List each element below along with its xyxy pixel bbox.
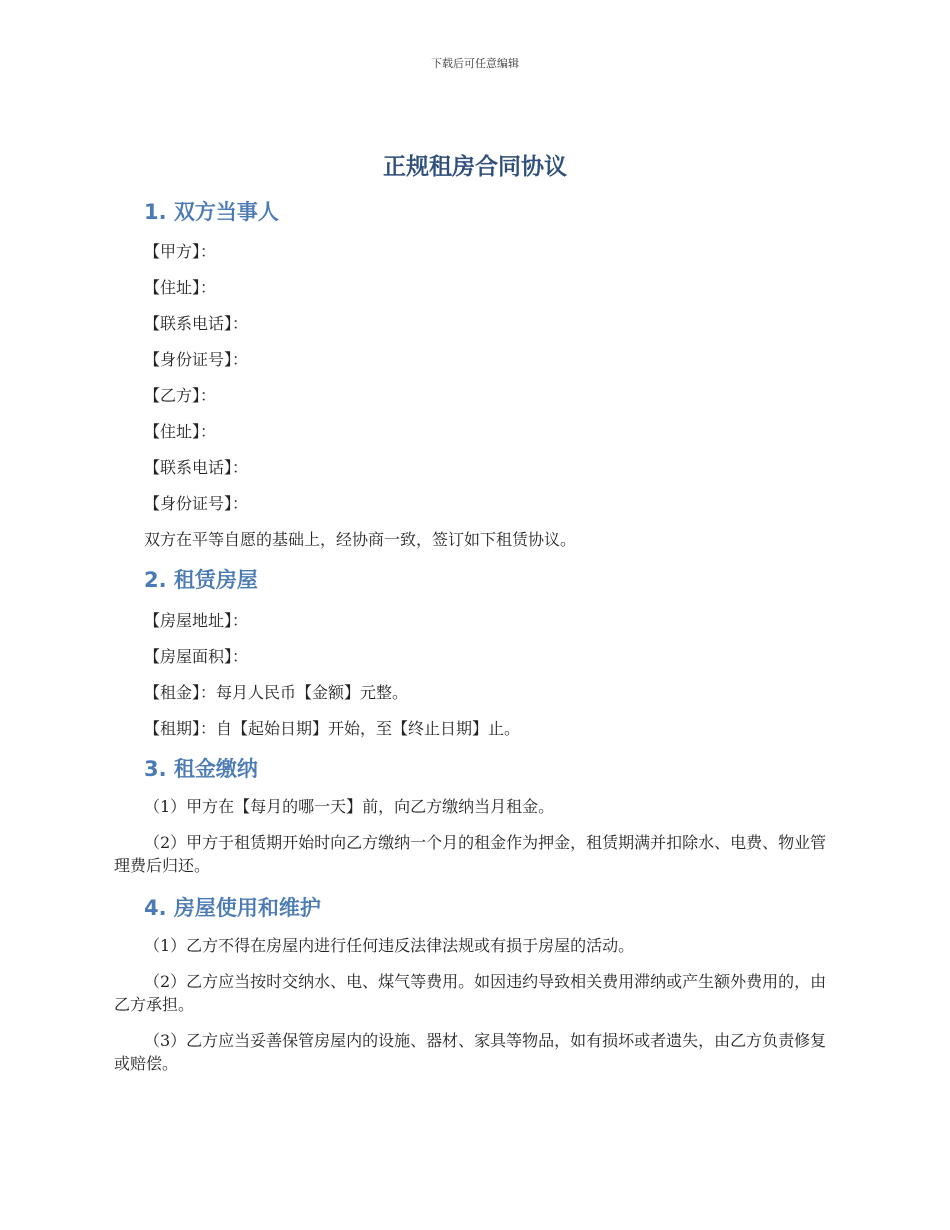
field-party-b: 【乙方】： <box>144 386 217 405</box>
clause-rent-2: （2）甲方于租赁期开始时向乙方缴纳一个月的租金作为押金，租赁期满并扣除水、电费、物业管理费后归还。 <box>114 833 827 875</box>
section-heading-property: 2. 租赁房屋 <box>144 568 258 592</box>
field-property-area: 【房屋面积】： <box>144 647 249 666</box>
field-phone-b: 【联系电话】： <box>144 458 249 477</box>
field-id-b: 【身份证号】： <box>144 494 249 513</box>
field-party-a: 【甲方】： <box>144 242 217 261</box>
section-heading-rent-payment: 3. 租金缴纳 <box>144 757 258 781</box>
field-address-a: 【住址】： <box>144 278 217 297</box>
field-lease-term: 【租期】：自【起始日期】开始，至【终止日期】止。 <box>144 719 521 738</box>
document-title: 正规租房合同协议 <box>383 154 567 180</box>
field-address-b: 【住址】： <box>144 422 217 441</box>
field-phone-a: 【联系电话】： <box>144 314 249 333</box>
section-heading-parties: 1. 双方当事人 <box>144 200 279 224</box>
header-note: 下载后可任意编辑 <box>431 57 519 70</box>
field-id-a: 【身份证号】： <box>144 350 249 369</box>
clause-rent-1: （1）甲方在【每月的哪一天】前，向乙方缴纳当月租金。 <box>144 797 555 816</box>
agreement-statement: 双方在平等自愿的基础上，经协商一致，签订如下租赁协议。 <box>144 530 577 549</box>
field-rent: 【租金】：每月人民币【金额】元整。 <box>144 683 409 702</box>
clause-use-2: （2）乙方应当按时交纳水、电、煤气等费用。如因违约导致相关费用滞纳或产生额外费用的，由乙方承担。 <box>114 972 827 1014</box>
clause-use-3: （3）乙方应当妥善保管房屋内的设施、器材、家具等物品，如有损坏或者遗失，由乙方负责修复或赔偿。 <box>114 1031 827 1073</box>
clause-use-1: （1）乙方不得在房屋内进行任何违反法律法规或有损于房屋的活动。 <box>144 936 635 955</box>
section-heading-use-maintenance: 4. 房屋使用和维护 <box>144 896 321 920</box>
field-property-address: 【房屋地址】： <box>144 611 249 630</box>
